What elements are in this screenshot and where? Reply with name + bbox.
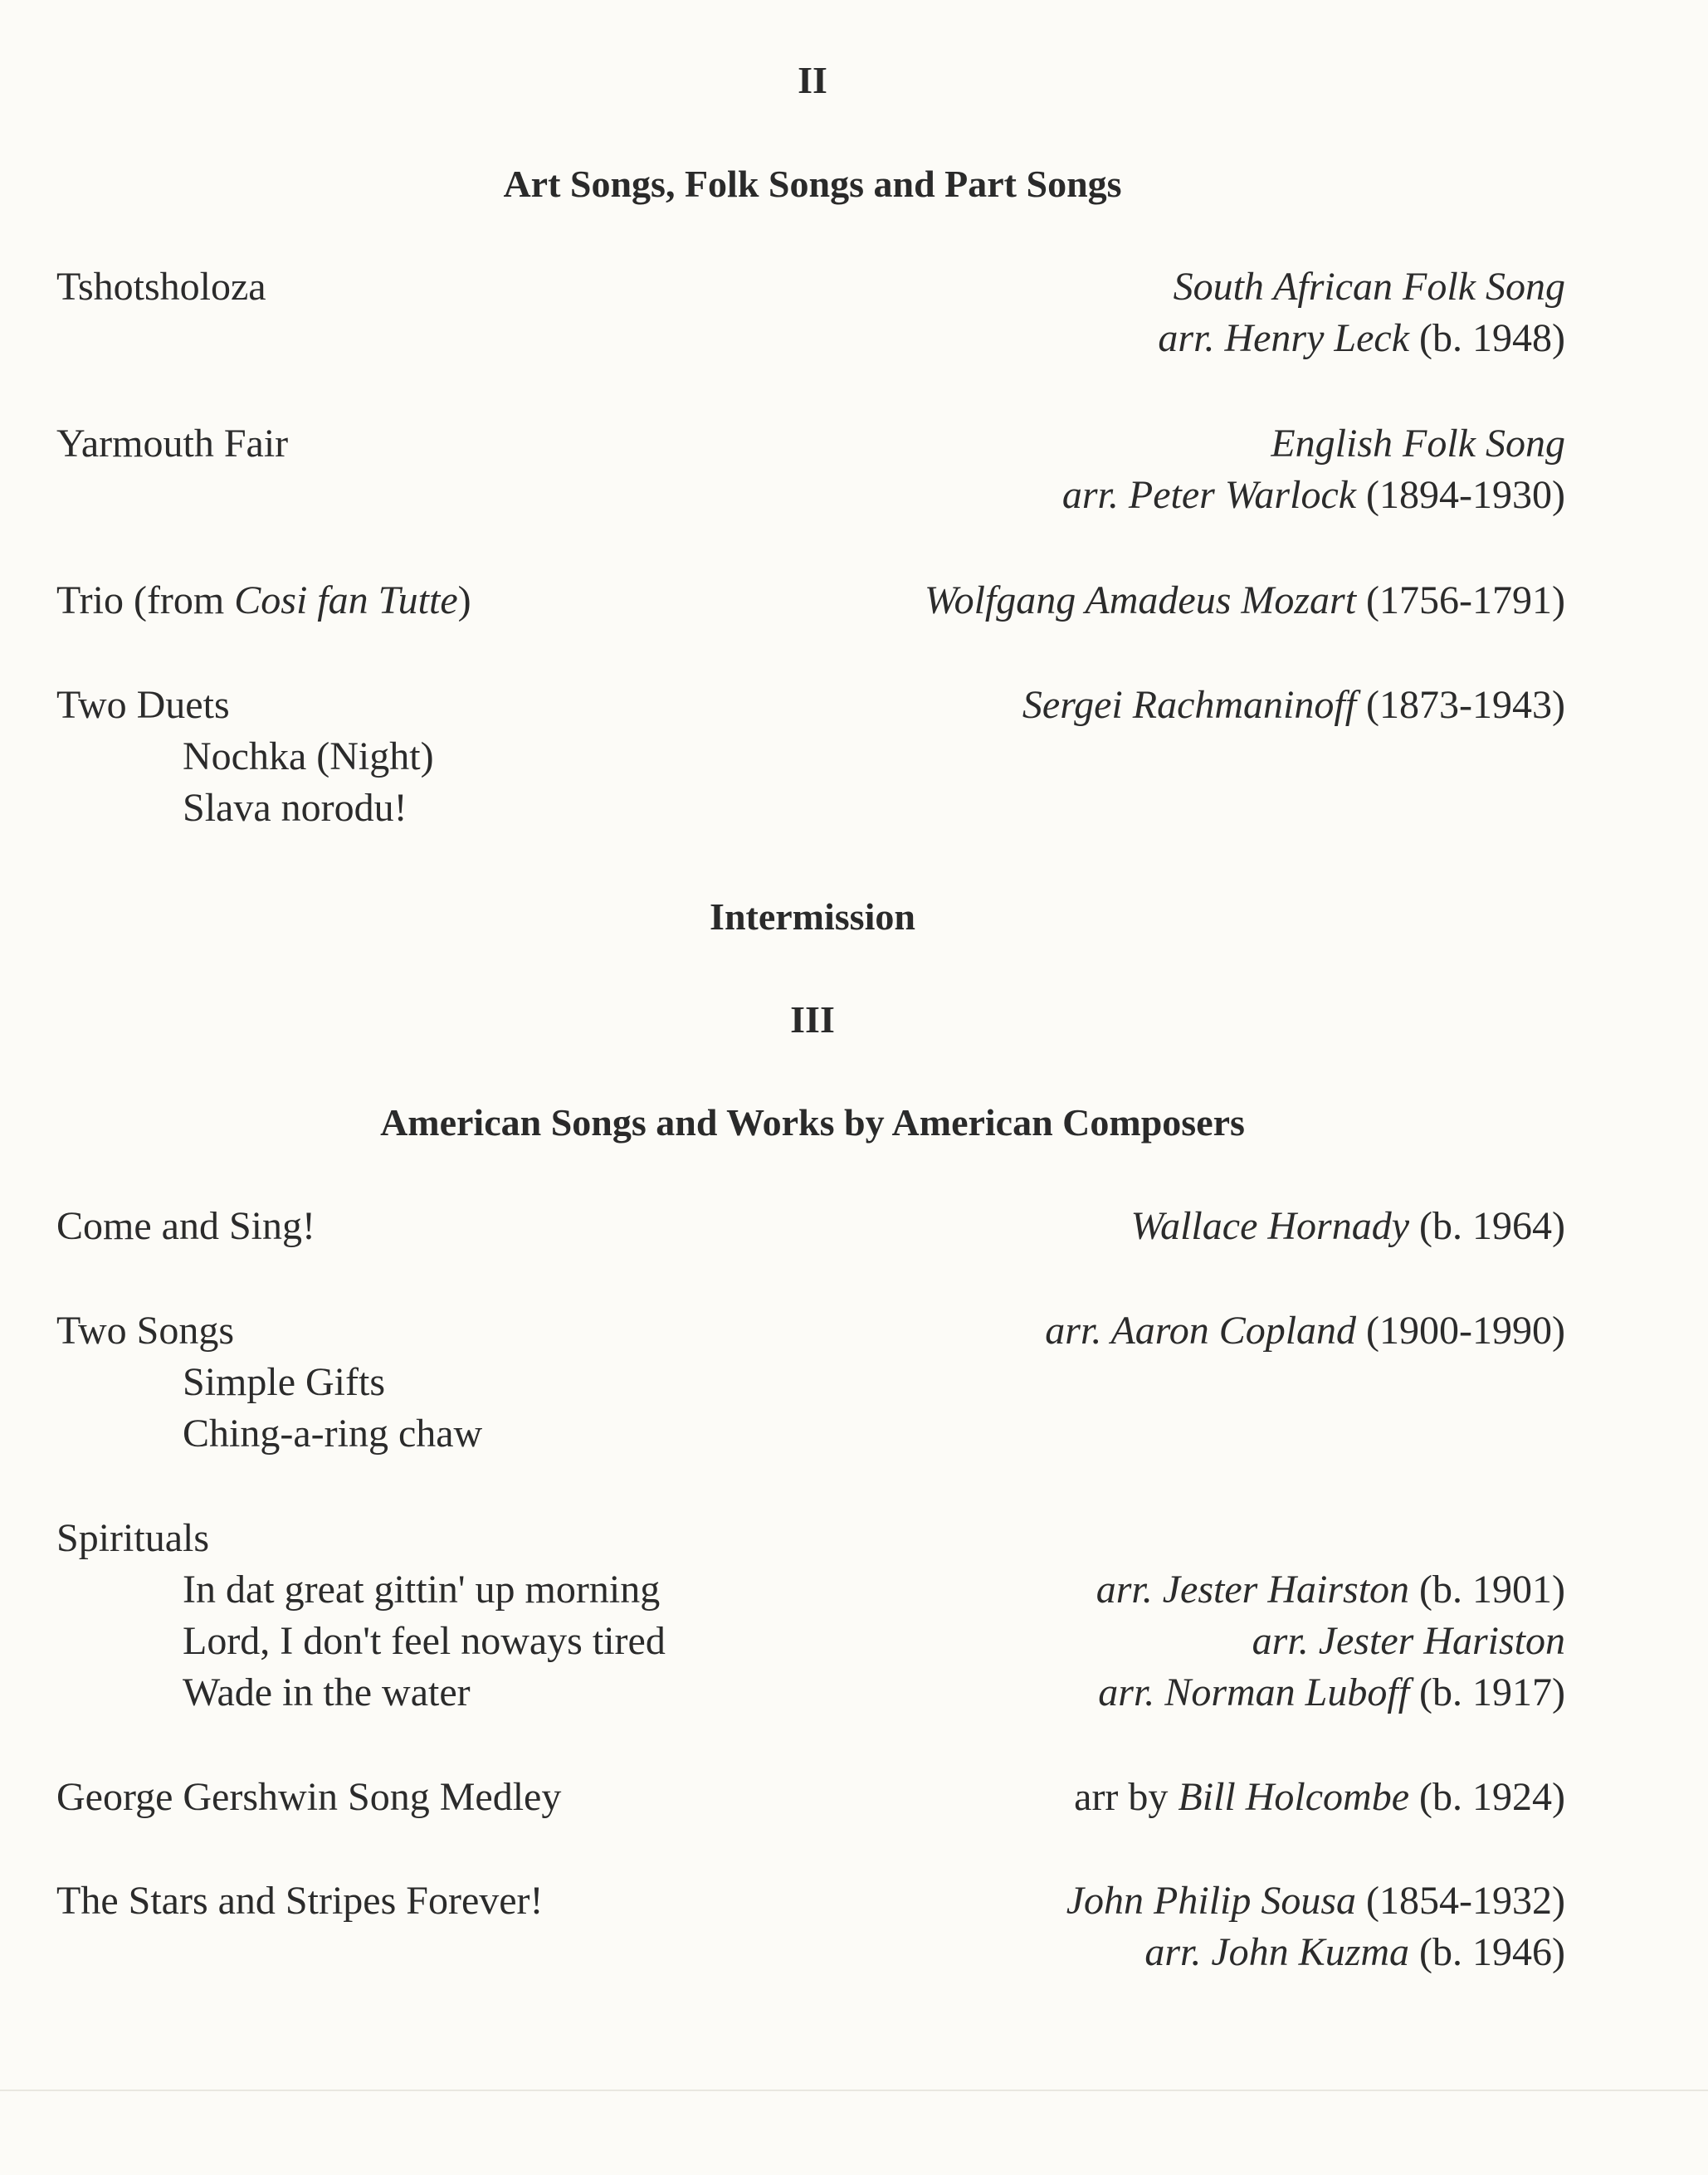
intermission-heading: Intermission (710, 895, 915, 938)
piece-title-yarmouth-fair: Yarmouth Fair (56, 422, 289, 466)
piece-title-stars-and-stripes: The Stars and Stripes Forever! (56, 1879, 544, 1923)
sub-piece-slava-norodu: Slava norodu! (183, 786, 407, 830)
sub-piece-noways-tired: Lord, I don't feel noways tired (183, 1619, 666, 1663)
credit-two-duets-composer: Sergei Rachmaninoff (1873-1943) (1022, 683, 1565, 727)
section-title-american-songs: American Songs and Works by American Composers (380, 1101, 1245, 1144)
section-numeral-ii: II (798, 59, 827, 101)
piece-title-two-songs: Two Songs (56, 1309, 235, 1353)
sub-piece-simple-gifts: Simple Gifts (183, 1360, 386, 1404)
sub-piece-ching-a-ring-chaw: Ching-a-ring chaw (183, 1412, 483, 1456)
piece-title-trio: Trio (from Cosi fan Tutte) (56, 578, 471, 622)
credit-trio-composer: Wolfgang Amadeus Mozart (1756-1791) (925, 578, 1565, 622)
credit-yarmouth-arranger: arr. Peter Warlock (1894-1930) (1061, 473, 1565, 517)
credit-stars-stripes-arranger: arr. John Kuzma (b. 1946) (1144, 1930, 1565, 1974)
credit-come-and-sing-composer: Wallace Hornady (b. 1964) (1130, 1204, 1565, 1248)
credit-two-songs-arranger: arr. Aaron Copland (1900-1990) (1045, 1309, 1565, 1353)
credit-tshotsholoza-arranger: arr. Henry Leck (b. 1948) (1158, 316, 1565, 360)
sub-piece-gittin-up-morning: In dat great gittin' up morning (183, 1568, 661, 1612)
credit-gershwin-arranger: arr by Bill Holcombe (b. 1924) (1074, 1775, 1565, 1819)
credit-yarmouth-origin: English Folk Song (1271, 422, 1565, 466)
section-numeral-iii: III (790, 998, 835, 1041)
section-title-art-songs: Art Songs, Folk Songs and Part Songs (503, 163, 1122, 205)
sub-piece-nochka: Nochka (Night) (183, 734, 434, 778)
sub-piece-wade-in-the-water: Wade in the water (183, 1670, 471, 1714)
piece-title-two-duets: Two Duets (56, 683, 230, 727)
credit-gittin-up-arranger: arr. Jester Hairston (b. 1901) (1096, 1568, 1565, 1612)
piece-title-spirituals: Spirituals (56, 1516, 210, 1560)
credit-wade-in-water-arranger: arr. Norman Luboff (b. 1917) (1098, 1670, 1565, 1714)
credit-noways-tired-arranger: arr. Jester Hariston (1252, 1619, 1565, 1663)
credit-stars-stripes-composer: John Philip Sousa (1854-1932) (1066, 1879, 1565, 1923)
piece-title-tshotsholoza: Tshotsholoza (56, 265, 266, 309)
credit-tshotsholoza-origin: South African Folk Song (1173, 265, 1565, 309)
piece-title-gershwin-medley: George Gershwin Song Medley (56, 1775, 562, 1819)
piece-title-come-and-sing: Come and Sing! (56, 1204, 315, 1248)
page-edge-line (0, 2090, 1708, 2091)
